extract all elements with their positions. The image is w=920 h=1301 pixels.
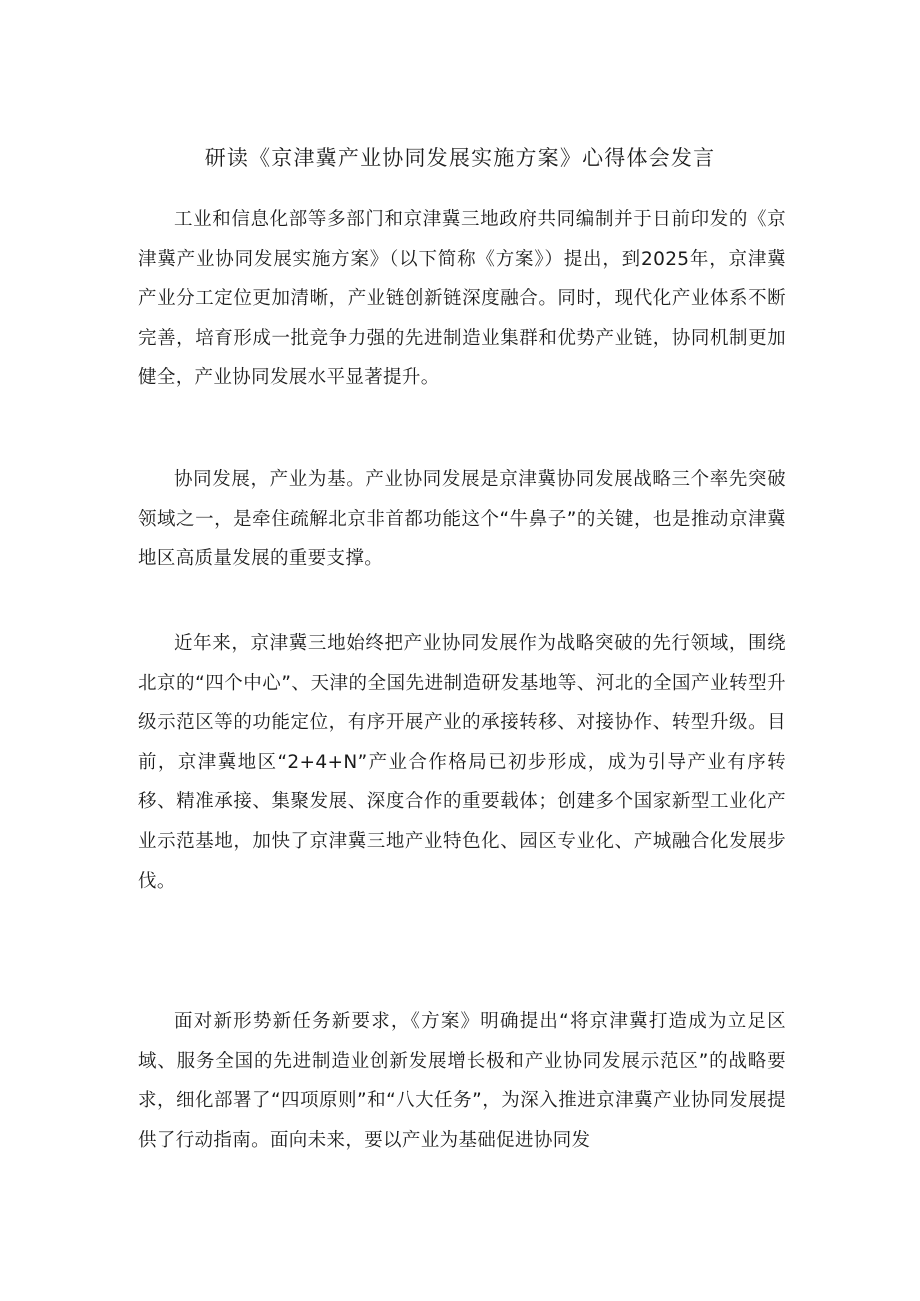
paragraph-1: 工业和信息化部等多部门和京津冀三地政府共同编制并于日前印发的《京津冀产业协同发展实施方案》（以下简称《方案》）提出，到2025年，京津冀产业分工定位更加清晰，产业链创新链深度融合。同时，现代化产业体系不断完善，培育形成一批竞争力强的先进制造业集群和优势产业链，协同机制更加健全，产业协同发展水平显著提升。 <box>138 209 786 389</box>
page-title: 研读《京津冀产业协同发展实施方案》心得体会发言 <box>204 146 716 170</box>
paragraph-2: 协同发展，产业为基。产业协同发展是京津冀协同发展战略三个率先突破领域之一，是牵住疏解北京非首都功能这个“牛鼻子”的关键，也是推动京津冀地区高质量发展的重要支撑。 <box>138 469 786 570</box>
paragraph-3: 近年来，京津冀三地始终把产业协同发展作为战略突破的先行领域，围绕北京的“四个中心”、天津的全国先进制造研发基地等、河北的全国产业转型升级示范区等的功能定位，有序开展产业的承接转移、对接协作、转型升级。目前，京津冀地区“2+4+N”产业合作格局已初步形成，成为引导产业有序转移、精准承接、集聚发展、深度合作的重要载体；创建多个国家新型工业化产业示范基地，加快了京津冀三地产业特色化、园区专业化、产城融合化发展步伐。 <box>138 633 786 892</box>
paragraph-4: 面对新形势新任务新要求，《方案》明确提出“将京津冀打造成为立足区域、服务全国的先进制造业创新发展增长极和产业协同发展示范区”的战略要求，细化部署了“四项原则”和“八大任务”，为深入推进京津冀产业协同发展提供了行动指南。面向未来，要以产业为基础促进协同发 <box>138 1011 786 1151</box>
